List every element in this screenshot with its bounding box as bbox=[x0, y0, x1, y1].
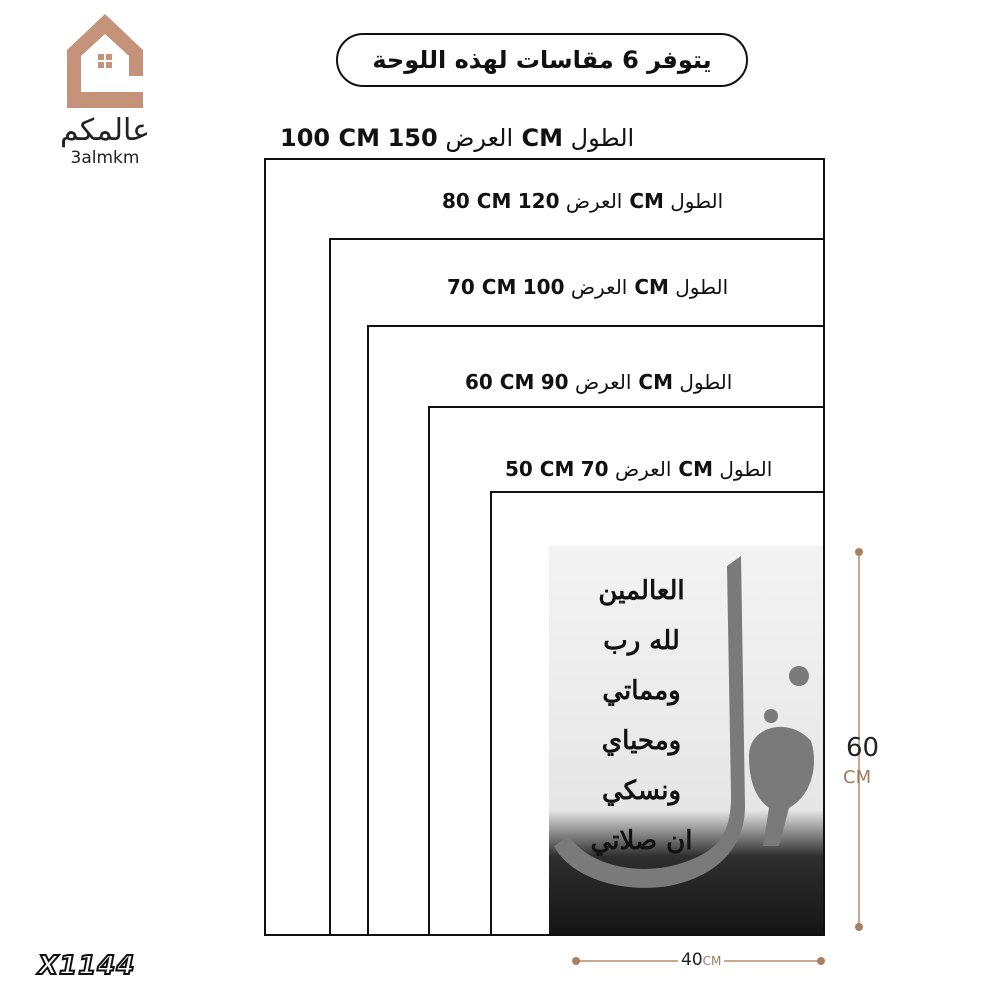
calligraphy-line: لله رب bbox=[603, 626, 680, 656]
sizes-headline: يتوفر 6 مقاسات لهذه اللوحة bbox=[336, 33, 748, 87]
height-dimension-unit: CM bbox=[843, 767, 872, 788]
calligraphy-text bbox=[559, 566, 724, 866]
size-label-4: 60 CM العرض 90 CM الطول bbox=[465, 370, 733, 394]
product-code: X1144 bbox=[38, 951, 136, 981]
brand-name-arabic: عالمكم bbox=[59, 113, 151, 148]
brand-name-english: 3almkm bbox=[70, 148, 140, 168]
height-dimension-value: 60 bbox=[846, 733, 880, 763]
brand-logo bbox=[50, 12, 160, 172]
calligraphy-line: ومحياي bbox=[601, 726, 682, 756]
height-dimension-dot-bottom bbox=[855, 923, 863, 931]
calligraphy-line: ومماتي bbox=[602, 676, 681, 706]
size-label-2: 80 CM العرض 120 CM الطول bbox=[442, 189, 724, 213]
width-dimension-dot-left bbox=[572, 957, 580, 965]
calligraphy-line: العالمين bbox=[598, 576, 685, 606]
width-dimension-value: 40CM bbox=[678, 950, 724, 970]
width-dimension-unit: CM bbox=[702, 954, 722, 968]
size-label-5: 50 CM العرض 70 CM الطول bbox=[505, 457, 773, 481]
calligraphy-line: ونسكي bbox=[601, 776, 681, 806]
width-dimension-dot-right bbox=[817, 957, 825, 965]
calligraphy-painting bbox=[549, 546, 823, 934]
size-label-1: 100 CM العرض 150 CM الطول bbox=[280, 124, 635, 152]
house-icon bbox=[65, 12, 145, 112]
height-dimension-dot-top bbox=[855, 548, 863, 556]
size-label-3: 70 CM العرض 100 CM الطول bbox=[447, 275, 729, 299]
calligraphy-line: ان صلاتي bbox=[590, 826, 693, 856]
